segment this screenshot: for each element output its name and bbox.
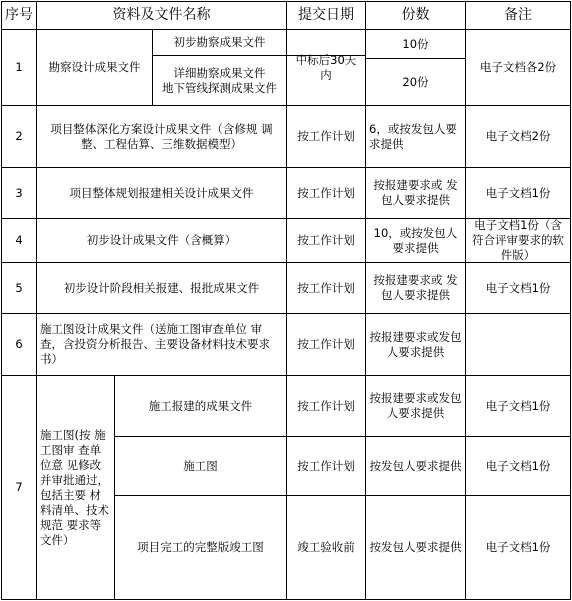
row-4-remarks: 电子文档1份（含符合评审要求的软件版） xyxy=(472,218,564,262)
header-name: 资料及文件名称 xyxy=(112,7,211,23)
row-7-sub-3-remarks: 电子文档1份 xyxy=(485,540,551,554)
row-1-remarks: 电子文档各2份 xyxy=(479,60,557,74)
row-1-sub-1-name: 初步勘察成果文件 xyxy=(173,35,266,49)
row-5-seq: 5 xyxy=(15,280,23,295)
row-1-group-name: 勘察设计成果文件 xyxy=(48,60,141,74)
row-5-name: 初步设计阶段相关报建、报批成果文件 xyxy=(63,280,260,295)
row-3-date: 按工作计划 xyxy=(297,185,355,200)
row-3-remarks: 电子文档1份 xyxy=(485,185,551,200)
row-7-sub-2-date: 按工作计划 xyxy=(297,458,355,473)
header-date: 提交日期 xyxy=(298,7,354,23)
row-2-seq: 2 xyxy=(15,129,23,143)
row-4-name: 初步设计成果文件（含概算） xyxy=(86,233,237,247)
row-6-name: 施工图设计成果文件（送施工图审查单位 审查，含投资分析报告、主要设备材料技术要求书） xyxy=(40,322,270,366)
row-5-copies: 按报建要求或 发包人要求提供 xyxy=(373,273,458,302)
row-6-date: 按工作计划 xyxy=(297,337,355,351)
row-6-seq: 6 xyxy=(15,337,23,351)
row-7-sub-3-copies: 按发包人要求提供 xyxy=(369,540,462,554)
row-1-date: 中标后30天内 xyxy=(295,52,357,82)
row-7-sub-3-name: 项目完工的完整版竣工图 xyxy=(137,540,264,554)
row-7-seq: 7 xyxy=(15,480,23,494)
row-7-sub-3-date: 竣工验收前 xyxy=(297,540,355,554)
row-1-copies-1: 10份 xyxy=(402,36,429,51)
row-2-date: 按工作计划 xyxy=(297,129,355,143)
row-3-name: 项目整体规划报建相关设计成果文件 xyxy=(69,185,254,200)
header-seq: 序号 xyxy=(5,7,33,23)
row-7-sub-1-date: 按工作计划 xyxy=(297,398,355,413)
row-5-remarks: 电子文档1份 xyxy=(485,280,551,295)
row-7-sub-2-name: 施工图 xyxy=(183,458,218,473)
row-6-remarks xyxy=(466,314,570,375)
row-7-sub-2-copies: 按发包人要求提供 xyxy=(369,458,462,473)
header-copies: 份数 xyxy=(401,7,430,23)
row-2-remarks: 电子文档2份 xyxy=(485,129,551,143)
row-1-seq: 1 xyxy=(15,60,23,74)
row-7-sub-1-copies: 按报建要求或发包人要求提供 xyxy=(369,391,462,420)
row-1-copies-2: 20份 xyxy=(402,74,429,89)
row-3-seq: 3 xyxy=(15,185,23,200)
row-7-group-name: 施工图(按 施工图审 查单位意 见修改并审批通过，包括主要 材料清单、技术规范 要求等文件） xyxy=(40,427,109,547)
row-6-copies: 按报建要求或发包人要求提供 xyxy=(369,329,462,359)
row-4-seq: 4 xyxy=(15,233,23,247)
row-7-sub-1-remarks: 电子文档1份 xyxy=(485,398,551,413)
header-remarks: 备注 xyxy=(504,7,532,23)
row-5-date: 按工作计划 xyxy=(297,280,355,295)
row-7-sub-2-remarks: 电子文档1份 xyxy=(485,458,551,473)
row-7-sub-1-name: 施工报建的成果文件 xyxy=(148,398,253,413)
row-4-copies: 10，或按发包人要求提供 xyxy=(373,225,458,255)
row-1-sub-2-name: 详细勘察成果文件 地下管线探测成果文件 xyxy=(162,65,277,95)
row-2-name: 项目整体深化方案设计成果文件（含修规 调整、工程估算、三维数据模型） xyxy=(50,121,273,151)
row-3-copies: 按报建要求或 发包人要求提供 xyxy=(373,178,458,207)
row-4-date: 按工作计划 xyxy=(297,233,355,247)
row-2-copies: 6，或按发包人要求提供 xyxy=(369,121,457,151)
